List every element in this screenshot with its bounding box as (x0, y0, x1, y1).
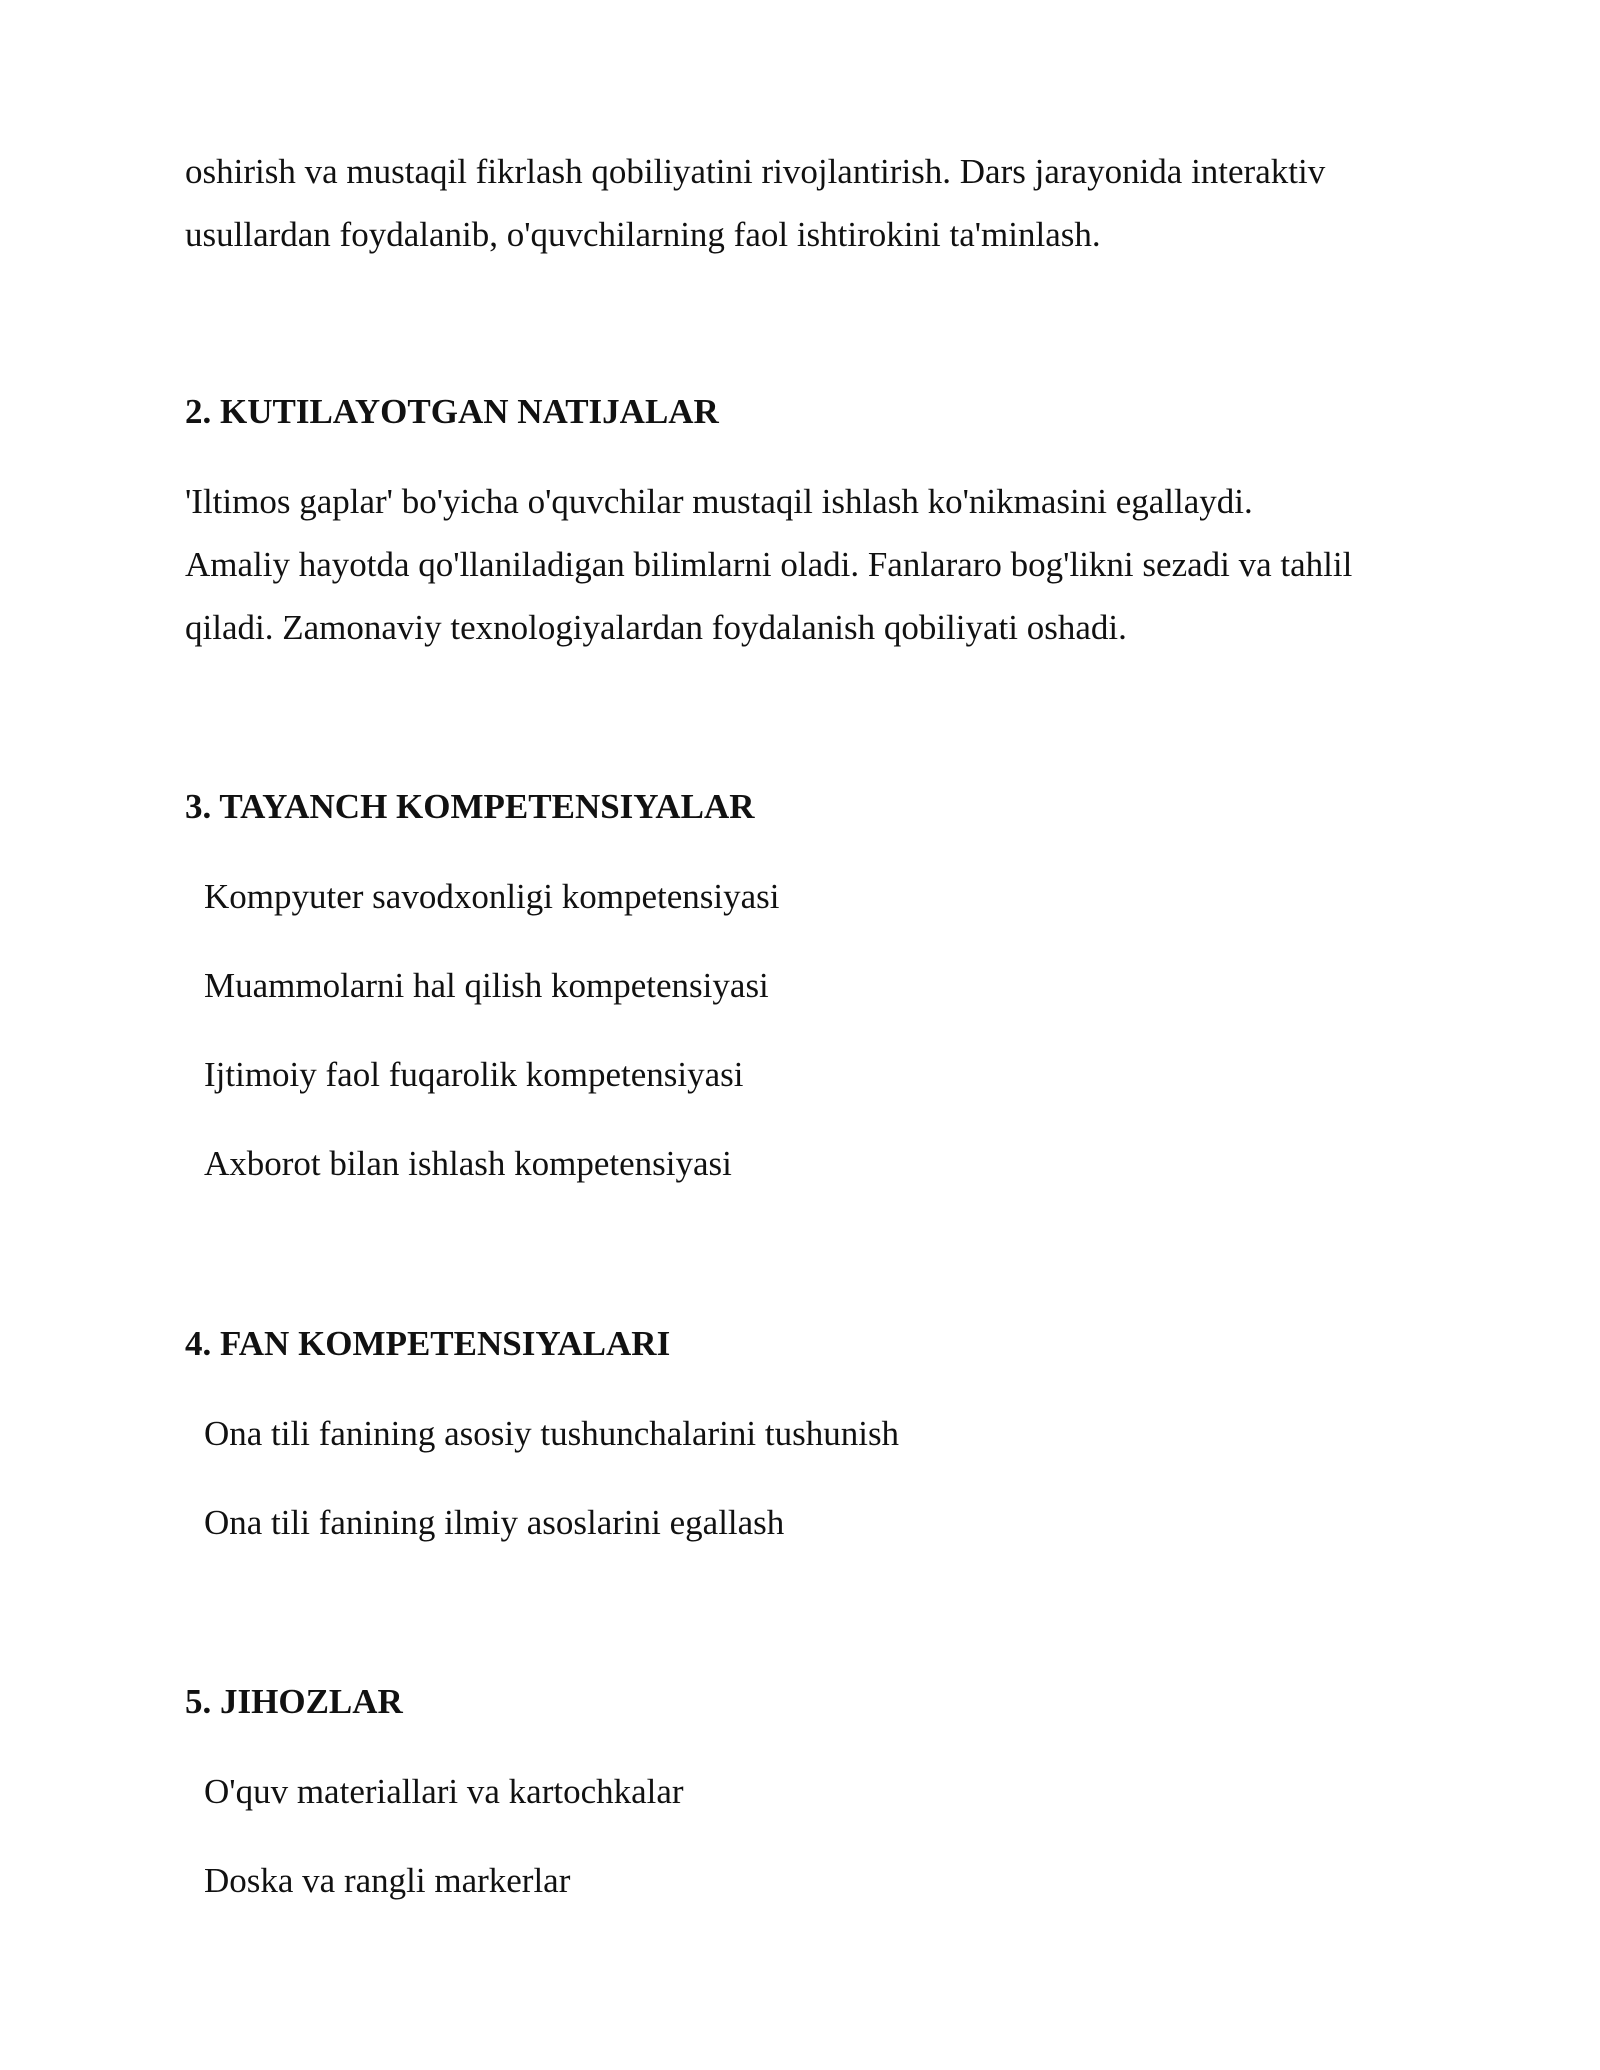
natijalar-line-2: Amaliy hayotda qo'llaniladigan bilimlarni oladi. Fanlararo bog'likni sezadi va tahlil (185, 545, 1353, 584)
list-item: Ijtimoiy faol fuqarolik kompetensiyasi (204, 1055, 744, 1094)
section-heading-natijalar: 2. KUTILAYOTGAN NATIJALAR (185, 392, 719, 431)
natijalar-paragraph (185, 470, 1445, 659)
list-item: Ona tili fanining ilmiy asoslarini egallash (204, 1503, 785, 1542)
list-item: Axborot bilan ishlash kompetensiyasi (204, 1144, 732, 1183)
list-item: Ona tili fanining asosiy tushunchalarini tushunish (204, 1414, 900, 1453)
list-item: Doska va rangli markerlar (204, 1861, 571, 1900)
intro-paragraph (185, 140, 1445, 266)
list-item: Muammolarni hal qilish kompetensiyasi (204, 966, 769, 1005)
natijalar-line-1: 'Iltimos gaplar' bo'yicha o'quvchilar mustaqil ishlash ko'nikmasini egallaydi. (185, 482, 1253, 521)
natijalar-line-3: qiladi. Zamonaviy texnologiyalardan foydalanish qobiliyati oshadi. (185, 608, 1127, 647)
intro-line-2: usullardan foydalanib, o'quvchilarning faol ishtirokini ta'minlash. (185, 215, 1101, 254)
section-heading-tayanch: 3. TAYANCH KOMPETENSIYALAR (185, 787, 755, 826)
section-heading-fan: 4. FAN KOMPETENSIYALARI (185, 1324, 671, 1363)
intro-line-1: oshirish va mustaqil fikrlash qobiliyatini rivojlantirish. Dars jarayonida interaktiv (185, 152, 1326, 191)
list-item: Kompyuter savodxonligi kompetensiyasi (204, 877, 780, 916)
section-heading-jihozlar: 5. JIHOZLAR (185, 1682, 403, 1721)
list-item: O'quv materiallari va kartochkalar (204, 1772, 684, 1811)
